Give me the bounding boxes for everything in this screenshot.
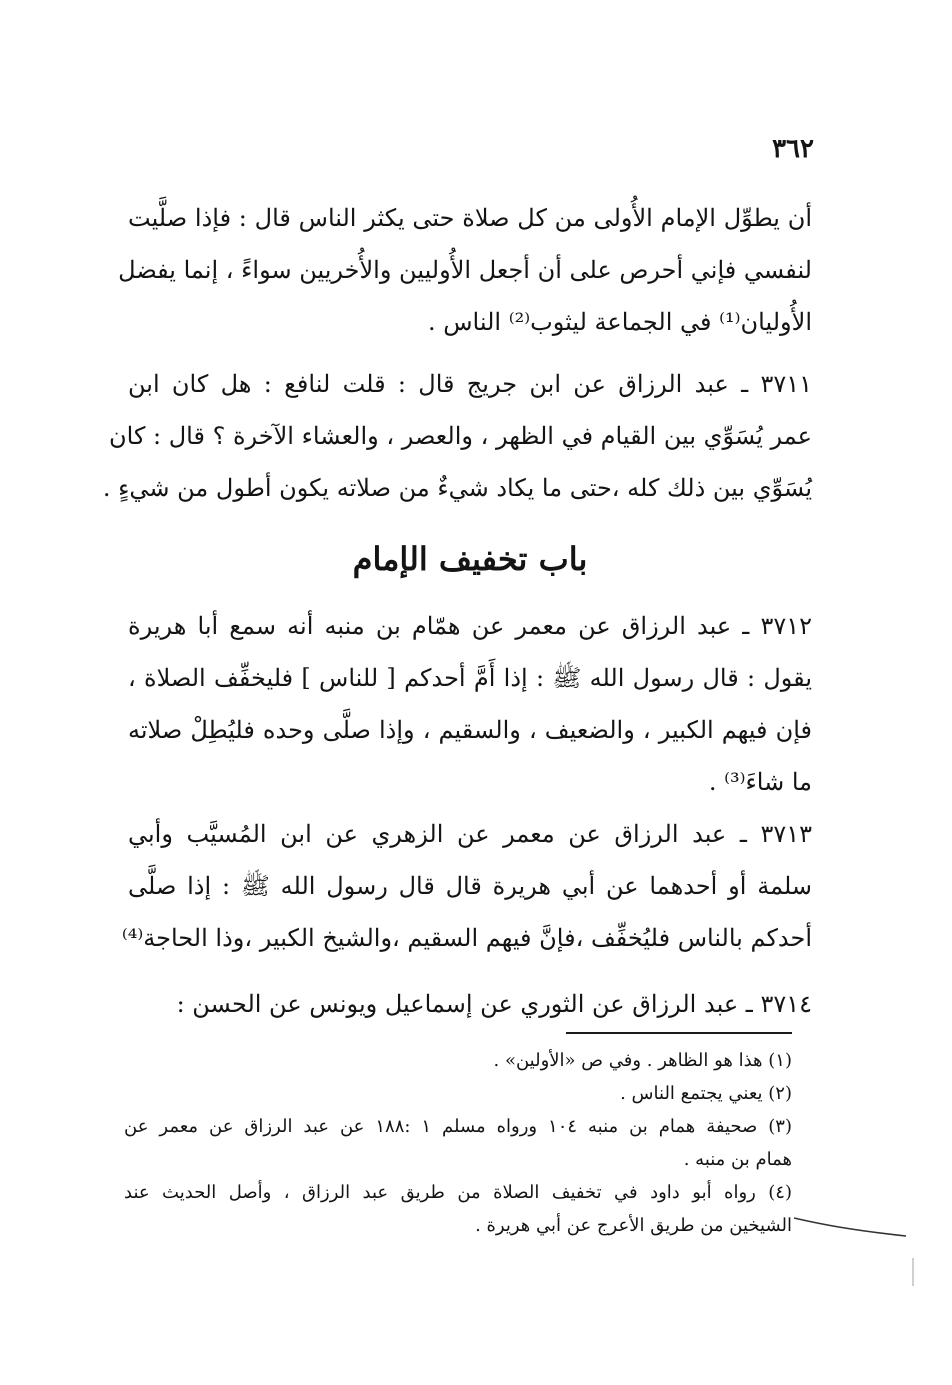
text-line: أحدكم بالناس فليُخفِّف ،فإنَّ فيهم السقيم ،والشيخ الكبير ،وذا الحاجة⁽⁴⁾ [121,924,812,952]
hadith-3714 [128,978,812,1030]
text-line: ٣٧١٤ ـ عبد الرزاق عن الثوري عن إسماعيل ويونس عن الحسن : [176,990,812,1018]
footnote-line: (٤) رواه أبو داود في تخفيف الصلاة من طريق عبد الرزاق ، وأصل الحديث عند [124,1182,792,1203]
page-number: ٣٦٢ [772,134,814,164]
text-line: ٣٧١٣ ـ عبد الرزاق عن معمر عن الزهري عن ابن المُسيَّب وأبي [128,820,812,848]
footnote-line: (١) هذا هو الظاهر . وفي ص «الأولين» . [493,1050,792,1071]
text-line: أن يطوِّل الإمام الأُولى من كل صلاة حتى يكثر الناس قال : فإذا صلَّيت [128,204,812,232]
text-line: ٣٧١١ ـ عبد الرزاق عن ابن جريج قال : قلت لنافع : هل كان ابن [128,370,812,398]
text-line: الأُوليان⁽¹⁾ في الجماعة ليثوب⁽²⁾ الناس . [427,308,812,336]
footnotes [124,1044,792,1242]
hadith-3711 [102,358,812,514]
footnote-line: (٣) صحيفة همام بن منبه ١٠٤ ورواه مسلم ١ :١٨٨ عن عبد الرزاق عن معمر عن [124,1116,792,1137]
text-line: فإن فيهم الكبير ، والضعيف ، والسقيم ، وإذا صلَّى وحده فليُطِلْ صلاته [128,716,812,744]
text-line: يقول : قال رسول الله ﷺ : إذا أَمَّ أحدكم [ للناس ] فليخفِّف الصلاة ، [128,664,812,692]
margin-mark [912,1258,914,1286]
footnote-line: الشيخين من طريق الأعرج عن أبي هريرة . [475,1215,792,1236]
hadith-3713 [121,808,812,964]
text-line: يُسَوِّي بين ذلك كله ،حتى ما يكاد شيءٌ من صلاته يكون أطول من شيءٍ . [102,474,812,502]
hadith-3712 [128,600,812,808]
section-title: باب تخفيف الإمام [352,540,588,578]
footnote-line: (٢) يعني يجتمع الناس . [620,1083,792,1104]
text-line: سلمة أو أحدهما عن أبي هريرة قال قال رسول الله ﷺ : إذا صلَّى [128,872,812,900]
scan-stroke-mark [790,1200,910,1250]
footnote-divider [566,1032,792,1034]
text-line: ما شاءَ⁽³⁾ . [708,768,812,796]
text-line: عمر يُسَوِّي بين القيام في الظهر ، والعصر ، والعشاء الآخرة ؟ قال : كان [109,422,812,450]
intro-paragraph [118,192,812,348]
text-line: لنفسي فإني أحرص على أن أجعل الأُوليين والأُخريين سواءً ، إنما يفضل [118,256,812,284]
text-line: ٣٧١٢ ـ عبد الرزاق عن معمر عن همّام بن منبه أنه سمع أبا هريرة [128,612,812,640]
footnote-line: همام بن منبه . [683,1149,792,1170]
